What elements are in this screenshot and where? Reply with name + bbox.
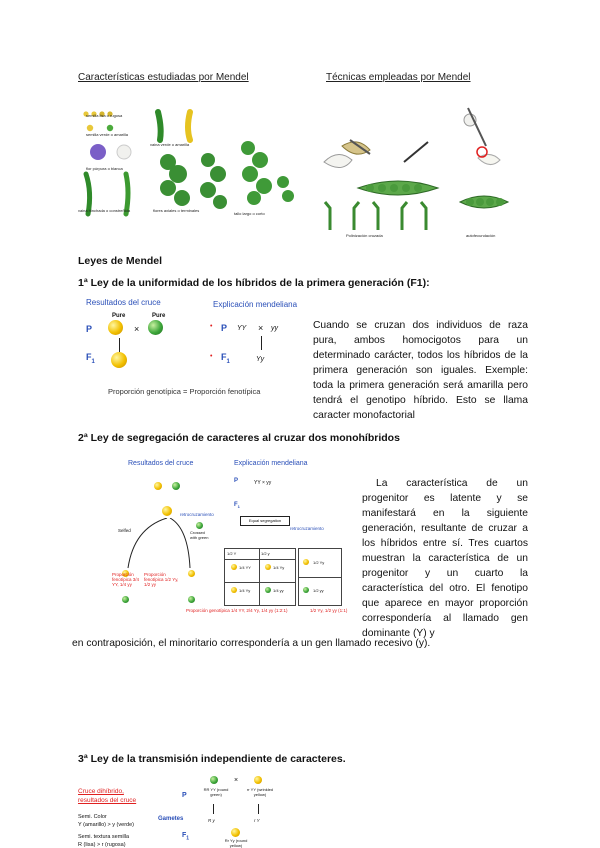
f1-label: $F_1$ [221,352,230,365]
backcross-label: retrocruzamiento [180,512,214,517]
genotype: YY [237,325,247,332]
backcross-proportion: 1/2 Yy, 1/2 yy (1:1) [310,608,348,613]
law2-explanation-title: Explicación mendeliana [234,460,308,467]
yellow-pea [162,506,172,516]
genotype: yy [271,325,278,332]
f1-label: $F_1$ [86,352,95,365]
trait-label: flor púrpura o blanca [86,166,123,171]
laws-heading: Leyes de Mendel [78,255,163,267]
selfed-label: Selfed [118,528,131,533]
arrow [119,338,120,352]
trait-label: semilla verde o amarilla [86,132,129,137]
green-pea [122,596,129,603]
parent-genotype: RR YY (round green) [203,787,229,797]
techniques-figure [318,102,528,236]
bullet: • [210,323,213,330]
yellow-pea [231,828,240,837]
law3-heading: 3ª Ley de la transmisión independiente de caracteres. [78,753,346,765]
trait-description: Y (amarillo) > y (verde) [78,822,134,828]
yellow-pea [154,482,162,490]
green-pea [148,320,163,335]
green-pea [172,482,180,490]
gamete-genotype: r Y [254,818,260,823]
genotype-proportion: Proporción genotípica 1/4 YY, 2/4 Yy, 1/4 yy (1:2:1) [186,608,288,613]
backcross-label: retrocruzamiento [290,526,324,531]
punnett-cell: 1/4 Yy [239,588,251,593]
yellow-pea [231,564,237,570]
trait-label: tallo largo o corto [234,211,265,216]
f1-genotype: Rr Yy (round yellow) [224,838,248,848]
trait-description: Semi. textura semilla [78,834,130,840]
law2-paragraph: La característica de un progenitor es latente y se manifestará en la siguiente generación, resultante de cruzar a los híbridos entre sí. Tres cuartos muestran la característica de un progenitor y un cuarto la característica del otro. El fenotipo que aparece en mayor proporción correspondería al llamado gen dominante (Y) y [362,478,528,639]
trait-label: vaina hinchada o constreñida [78,208,131,213]
branch-arrows [114,518,224,578]
parental-label: P [234,478,239,484]
genotype: Yy [256,356,265,363]
law2-figure [114,458,354,626]
punnett-cell: 1/4 Yy [273,565,285,570]
technique-label: autofecundación [466,233,496,238]
law3-figure [78,774,318,848]
gamete-label: 1/2 Y [227,551,237,556]
traits-title: Características estudiadas por Mendel [78,72,249,83]
crossed-label: Crossed with green [190,530,209,540]
green-pea [210,776,218,784]
trait-label: flores axiales o terminales [153,208,200,213]
law1-figure [78,296,303,400]
gamete-genotype: R y [208,818,215,823]
green-pea [188,596,195,603]
law1-results-title: Resultados del cruce [86,298,161,307]
yellow-pea [111,352,127,368]
yellow-pea [254,776,262,784]
dihybrid-title: Cruce dihíbrido, [78,788,124,795]
arrow [213,804,214,814]
genotype: YY × yy [254,480,272,486]
punnett-square [224,548,296,606]
trait-description: R (lisa) > r (rugosa) [78,842,126,848]
cross-symbol: × [234,777,239,784]
law1-explanation-title: Explicación mendeliana [213,300,298,309]
traits-figure [78,104,298,218]
phenotype-proportion: Proporción fenotípica 3/4 YY, 1/4 yy [112,572,140,587]
f1-label: $F_1$ [182,832,190,842]
yellow-pea [108,320,123,335]
law2-heading: 2ª Ley de segregación de caracteres al cruzar dos monohíbridos [78,432,400,444]
f1-label: $F_1$ [234,502,240,510]
green-pea [265,587,271,593]
parent-genotype: rr YY (wrinkled yellow) [246,787,274,797]
parental-label: P [221,323,228,333]
punnett-square [298,548,342,606]
bullet: • [210,353,213,360]
pure-label: Pure [152,313,166,319]
punnett-cell: 1/2 yy [313,588,324,593]
equal-segregation-box: Equal segregation [240,516,290,526]
cross-symbol: × [134,324,140,334]
green-pea [303,587,309,593]
yellow-pea [265,564,271,570]
pure-label: Pure [112,313,126,319]
gametes-label: Gametes [158,816,184,822]
law1-heading: 1ª Ley de la uniformidad de los híbridos de la primera generación (F1): [78,277,430,289]
parental-label: P [86,324,93,334]
arrow [261,336,262,350]
yellow-pea [231,587,237,593]
law1-caption: Proporción genotípica = Proporción fenotípica [108,387,261,396]
punnett-cell: 1/4 YY [239,565,251,570]
technique-label: Polinización cruzada [346,233,383,238]
trait-label: vaina verde o amarilla [150,142,190,147]
law1-paragraph: Cuando se cruzan dos individuos de raza pura, ambos homocigotos para un determinado carácter, todos los híbridos de la primera generación son iguales. Exemple: toda la primera generación será amarilla pero tendrá el genotipo híbrido. Esto se llama caracter monofactorial [313,320,528,421]
parental-label: P [182,792,187,799]
punnett-cell: 1/4 yy [273,588,284,593]
cross-symbol: × [258,323,264,333]
yellow-pea [303,559,309,565]
yellow-pea [188,570,195,577]
techniques-title: Técnicas empleadas por Mendel [326,72,471,83]
trait-label: semilla lisa o rugosa [86,113,123,118]
trait-description: Semi. Color [78,814,107,820]
gamete-label: 1/2 y [261,551,270,556]
arrow [258,804,259,814]
dihybrid-subtitle: resultados del cruce [78,797,137,804]
law2-results-title: Resultados del cruce [128,460,194,467]
law2-paragraph-continuation: en contraposición, el minoritario correspondería a un gen llamado recesivo (y). [72,638,431,649]
phenotype-proportion: Proporción fenotípica 1/2 Yy, 1/2 yy [144,572,179,587]
punnett-cell: 1/2 Yy [313,560,325,565]
